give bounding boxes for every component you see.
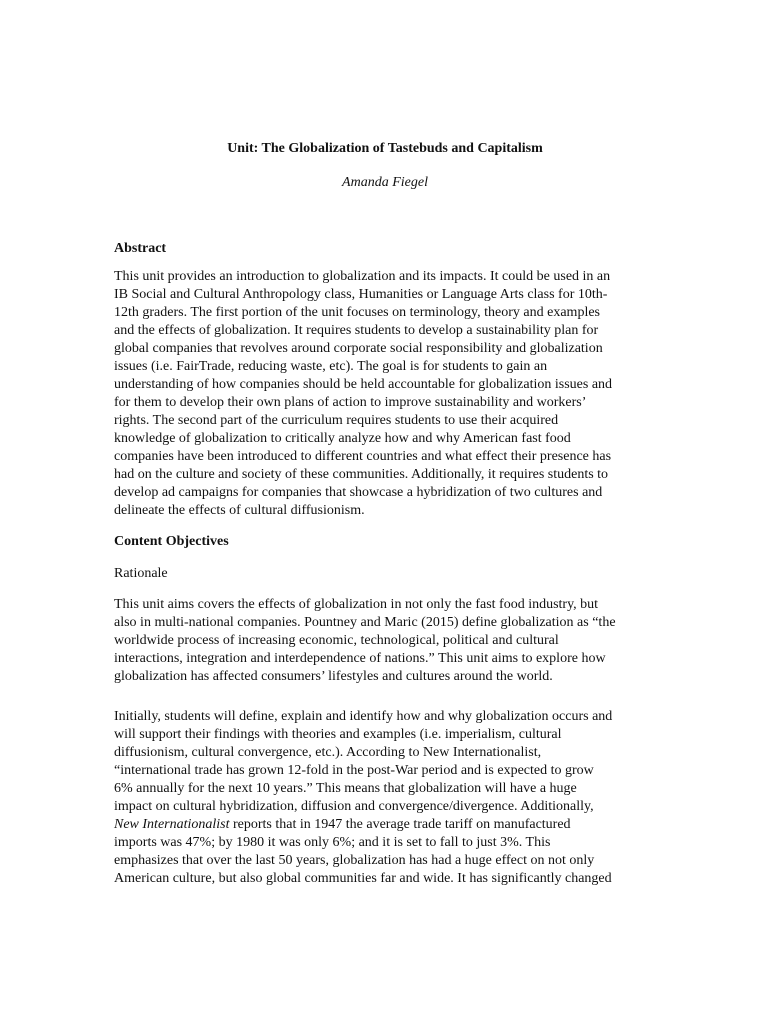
rationale-p2-line: American culture, but also global communities far and wide. It has significantly changed [114, 871, 612, 886]
abstract-line: delineate the effects of cultural diffusionism. [114, 503, 365, 518]
abstract-line: for them to develop their own plans of action to improve sustainability and workers’ [114, 395, 587, 410]
abstract-paragraph [114, 268, 656, 520]
rationale-p2-line: Initially, students will define, explain and identify how and why globalization occurs and [114, 709, 613, 724]
rationale-p1-line: also in multi-national companies. Pountney and Maric (2015) define globalization as “the [114, 615, 616, 630]
rationale-paragraph-2 [114, 708, 656, 888]
rationale-p2-line: emphasizes that over the last 50 years, globalization has had a huge effect on not only [114, 853, 595, 868]
abstract-line: global companies that revolves around corporate social responsibility and globalization [114, 341, 603, 356]
document-body [114, 240, 656, 901]
abstract-heading: Abstract [114, 241, 167, 256]
rationale-p2-line [114, 816, 656, 834]
rationale-p2-line: “international trade has grown 12-fold in the post-War period and is expected to grow [114, 763, 594, 778]
document-author: Amanda Fiegel [342, 175, 428, 190]
rationale-p1-line: globalization has affected consumers’ lifestyles and cultures around the world. [114, 669, 553, 684]
content-objectives-heading: Content Objectives [114, 534, 229, 549]
rationale-p2-line: imports was 47%; by 1980 it was only 6%; and it is set to fall to just 3%. This [114, 835, 551, 850]
abstract-line: issues (i.e. FairTrade, reducing waste, etc). The goal is for students to gain an [114, 359, 548, 374]
abstract-line: had on the culture and society of these communities. Additionally, it requires students to [114, 467, 609, 482]
rationale-p2-line: 6% annually for the next 10 years.” This means that globalization will have a huge [114, 781, 577, 796]
source-name: New Internationalist [114, 817, 230, 832]
abstract-line: IB Social and Cultural Anthropology class, Humanities or Language Arts class for 10th- [114, 287, 608, 302]
rationale-paragraph-1 [114, 596, 656, 686]
abstract-line: 12th graders. The first portion of the unit focuses on terminology, theory and examples [114, 305, 601, 320]
document-title: Unit: The Globalization of Tastebuds and Capitalism [227, 141, 543, 156]
rationale-p1-line: interactions, integration and interdependence of nations.” This unit aims to explore how [114, 651, 606, 666]
rationale-p1-line: This unit aims covers the effects of globalization in not only the fast food industry, but [114, 597, 599, 612]
rationale-p2-line: will support their findings with theories and examples (i.e. imperialism, cultural [114, 727, 562, 742]
rationale-p1-line: worldwide process of increasing economic, technological, political and cultural [114, 633, 559, 648]
abstract-line: understanding of how companies should be held accountable for globalization issues and [114, 377, 613, 392]
rationale-p2-line: diffusionism, cultural convergence, etc.). According to New Internationalist, [114, 745, 542, 760]
abstract-line: develop ad campaigns for companies that showcase a hybridization of two cultures and [114, 485, 603, 500]
rationale-heading: Rationale [114, 566, 168, 581]
abstract-line: This unit provides an introduction to globalization and its impacts. It could be used in an [114, 269, 611, 284]
rationale-p2-line-rest: reports that in 1947 the average trade tariff on manufactured [229, 817, 571, 832]
abstract-line: knowledge of globalization to critically analyze how and why American fast food [114, 431, 571, 446]
rationale-p2-line: impact on cultural hybridization, diffusion and convergence/divergence. Additionally, [114, 799, 594, 814]
abstract-line: and the effects of globalization. It requires students to develop a sustainability plan for [114, 323, 599, 338]
abstract-line: rights. The second part of the curriculum requires students to use their acquired [114, 413, 559, 428]
abstract-line: companies have been introduced to different countries and what effect their presence has [114, 449, 612, 464]
